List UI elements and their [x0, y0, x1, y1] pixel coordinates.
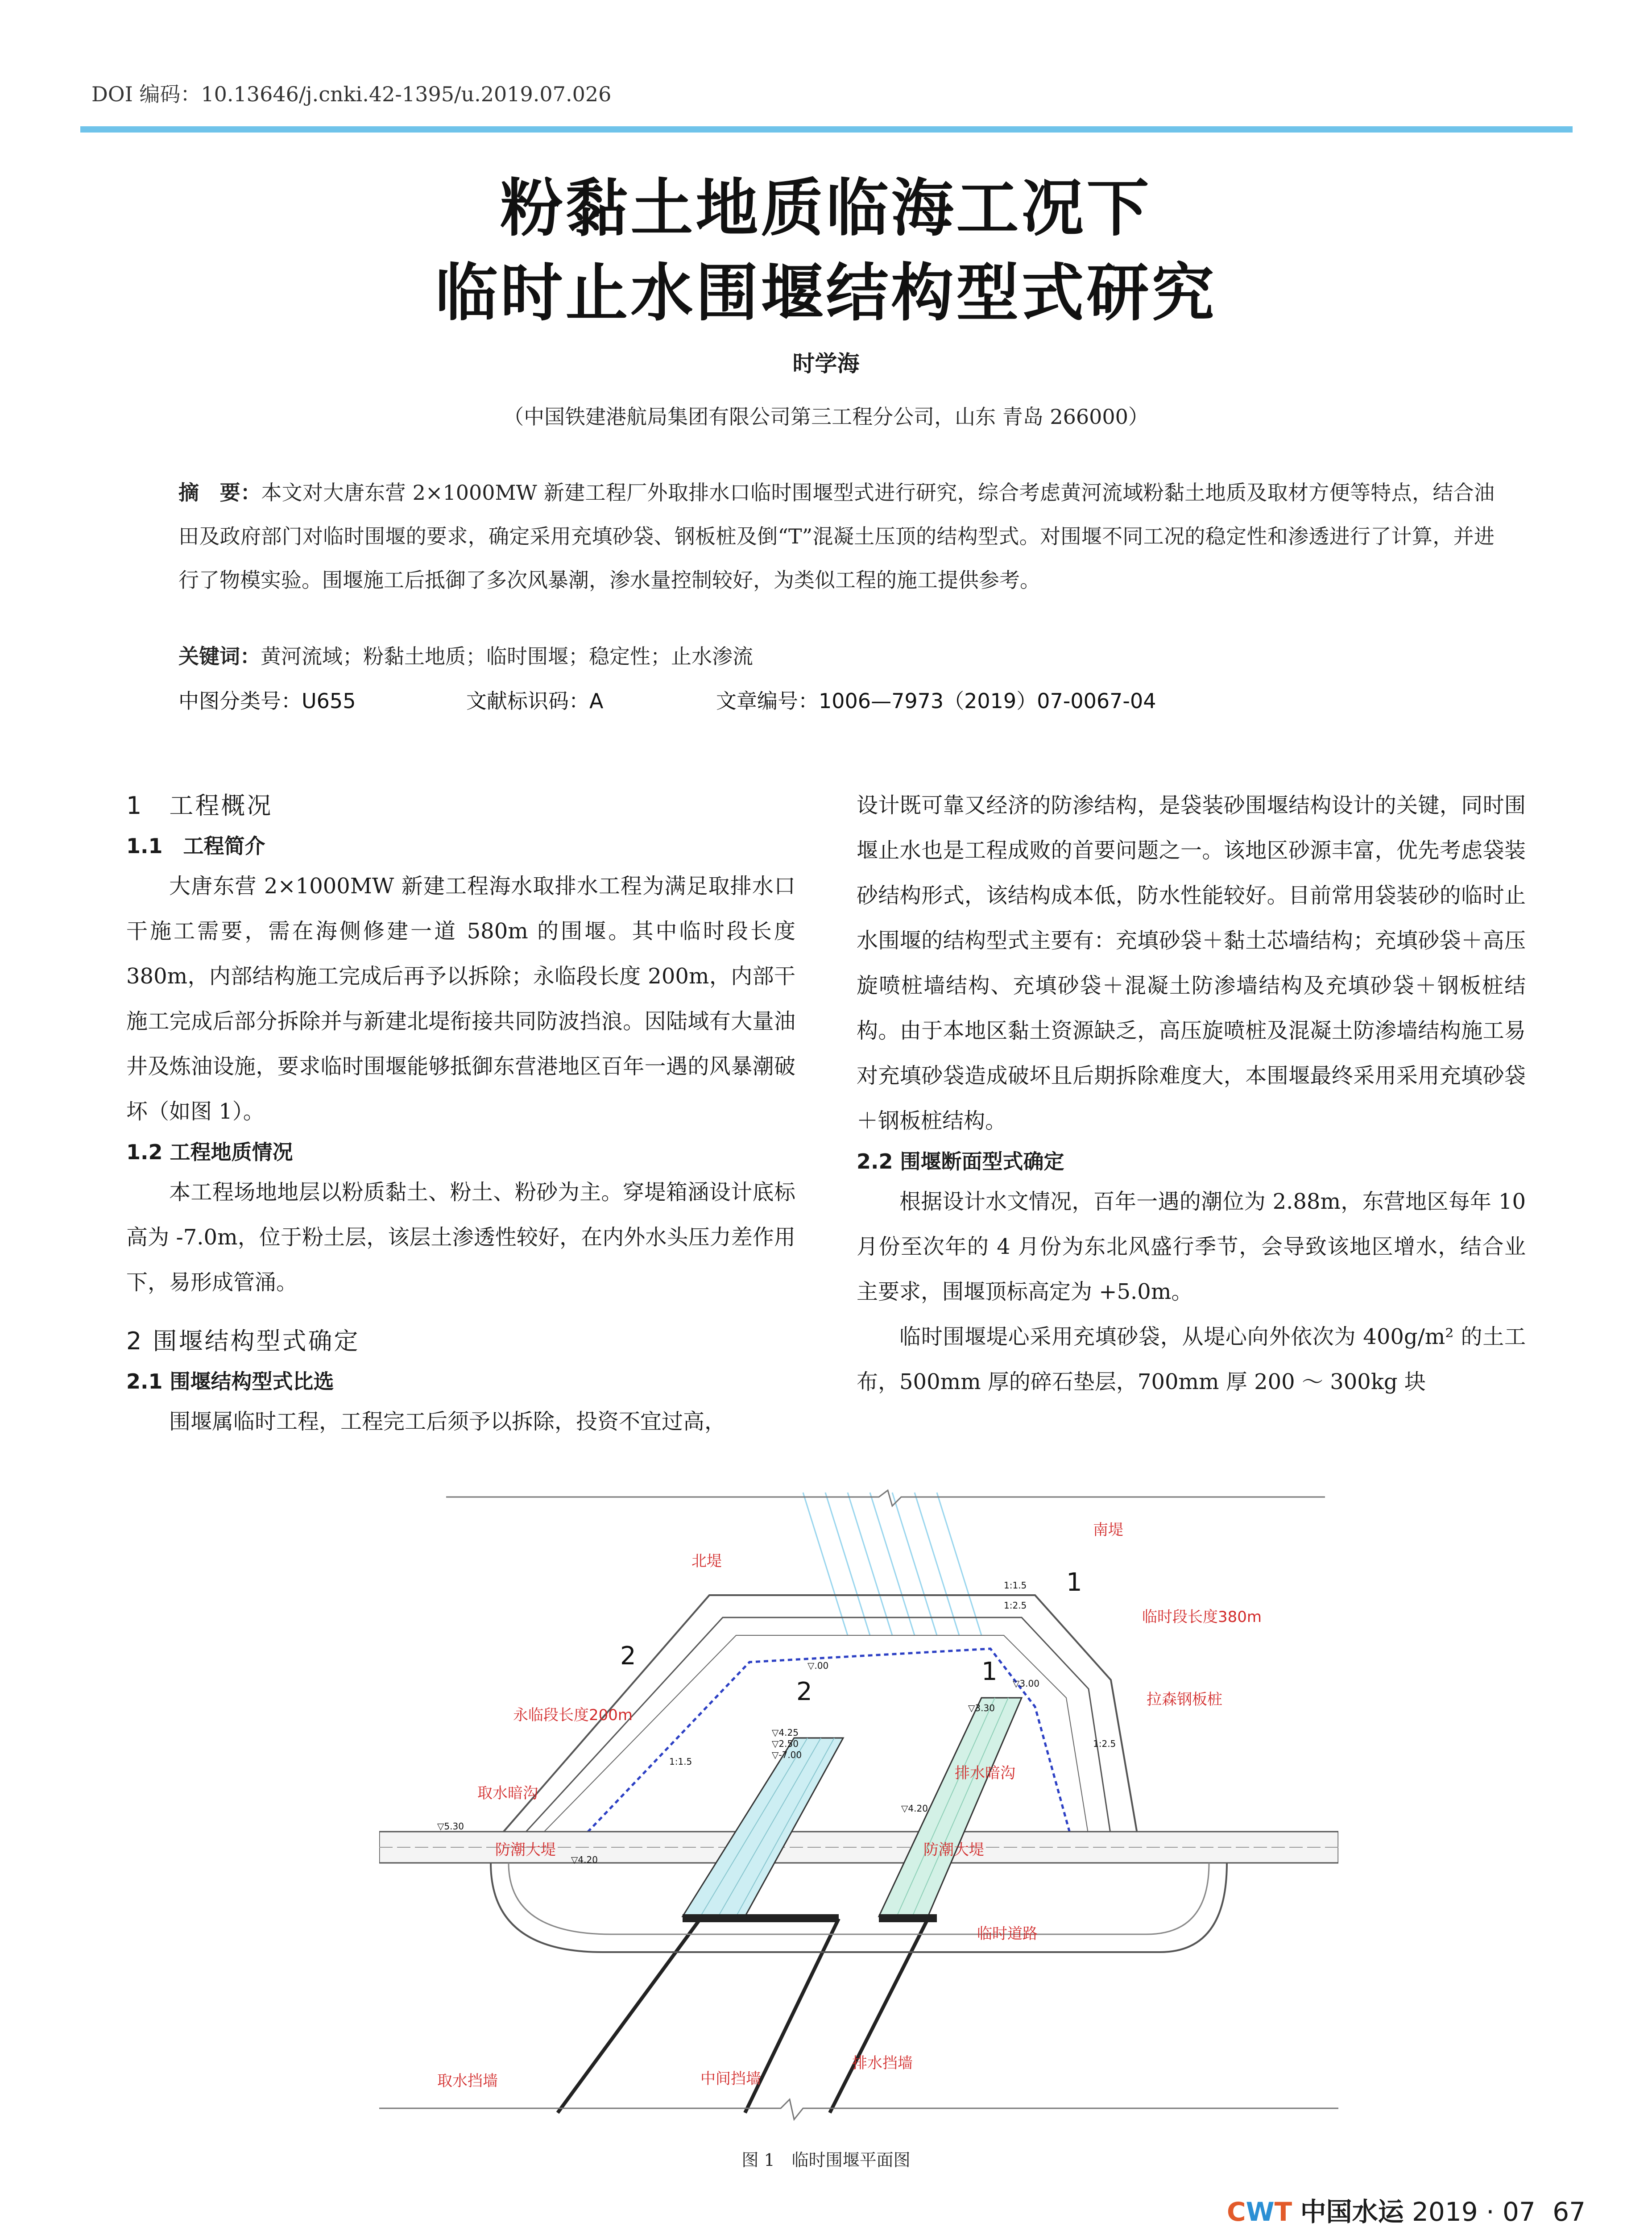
abstract-label: 摘 要：: [178, 481, 261, 505]
section-heading-1: 1 工程概况: [126, 792, 273, 820]
figure-1-plan: [379, 1488, 1338, 2135]
abstract-text: 本文对大唐东营 2×1000MW 新建工程厂外取排水口临时围堰型式进行研究，综合考虑黄河流域粉黏土地质及取材方便等特点，结合油田及政府部门对临时围堰的要求，确定采用充填砂袋、钢板桩及倒“T”混凝土压顶的结构型式。对围堰不同工况的稳定性和渗透进行了计算，并进行了物模实验。围堰施工后抵御了多次风暴潮，渗水量控制较好，为类似工程的施工提供参考。: [178, 481, 1495, 592]
section-mark-2-top: 2: [620, 1642, 636, 1671]
header-rule: [80, 126, 1573, 133]
paragraph-2-2-a: 根据设计水文情况，百年一遇的潮位为 2.88m，东营地区每年 10 月份至次年的 4 月份为东北风盛行季节，会导致该地区增水，结合业主要求，围堰顶标高定为 +5.0m。: [857, 1189, 1526, 1304]
keywords-text: 黄河流域；粉黏土地质；临时围堰；稳定性；止水渗流: [261, 644, 753, 668]
elevation-5: ▽2.50: [772, 1738, 799, 1749]
title-line-2: 临时止水围堰结构型式研究: [435, 257, 1217, 330]
clc-number: 中图分类号：U655: [178, 689, 356, 713]
elevation-7: ▽4.20: [901, 1803, 928, 1814]
slope-3: 1:1.5: [669, 1756, 692, 1767]
temporary-road-edge: [509, 1863, 1209, 1934]
slope-2: 1:2.5: [1004, 1600, 1027, 1611]
elevation-2: ▽3.00: [1013, 1678, 1039, 1689]
logo-w: W: [1246, 2197, 1275, 2227]
journal-name: 中国水运: [1300, 2197, 1404, 2227]
label-permanent-length: 永临段长度200m: [513, 1706, 633, 1724]
elevation-6: ▽-7.00: [772, 1750, 802, 1760]
section-heading-1-1: 1.1 工程简介: [126, 834, 265, 858]
affiliation: （中国铁建港航局集团有限公司第三工程分公司，山东 青岛 266000）: [503, 405, 1149, 429]
section-heading-2-2: 2.2 围堰断面型式确定: [857, 1149, 1064, 1174]
discharge-headwall: [879, 1914, 937, 1922]
logo-c: C: [1227, 2197, 1246, 2227]
label-discharge-culvert: 排水暗沟: [955, 1764, 1015, 1782]
elevation-9: ▽4.20: [571, 1854, 598, 1865]
section-heading-2: 2 围堰结构型式确定: [126, 1327, 360, 1355]
keywords: [178, 640, 753, 670]
author: 时学海: [792, 351, 860, 377]
label-seawall-left: 防潮大堤: [495, 1841, 556, 1859]
top-boundary: [446, 1490, 1325, 1506]
plan-drawing: [379, 1488, 1338, 2135]
discharge-culvert-shape: [879, 1698, 1022, 1916]
elevation-1: ▽.00: [807, 1660, 829, 1671]
label-seawall-right: 防潮大堤: [923, 1841, 984, 1859]
paragraph-1-1: 大唐东营 2×1000MW 新建工程海水取排水工程为满足取排水口干施工需要，需在海侧修建一道 580m 的围堰。其中临时段长度 380m，内部结构施工完成后再予以拆除；永临段长度 200m，内部干施工完成后部分拆除并与新建北堤衔接共同防波挡浪。因陆域有大量油井及炼油设施，要求临时围堰能够抵御东营港地区百年一遇的风暴潮破坏（如图 1）。: [126, 874, 795, 1124]
elevation-4: ▽4.25: [772, 1727, 799, 1738]
logo-t: T: [1274, 2197, 1292, 2227]
elevation-8: ▽5.30: [437, 1821, 464, 1832]
keywords-label: 关键词：: [178, 644, 261, 668]
label-temporary-road: 临时道路: [977, 1925, 1038, 1943]
article-number: 文章编号：1006—7973（2019）07-0067-04: [716, 689, 1156, 713]
elevation-3: ▽3.30: [968, 1703, 995, 1713]
figure-caption: 图 1 临时围堰平面图: [741, 2150, 911, 2170]
paragraph-2-1-continued: 设计既可靠又经济的防渗结构，是袋装砂围堰结构设计的关键，同时围堰止水也是工程成败的首要问题之一。该地区砂源丰富，优先考虑袋装砂结构形式，该结构成本低，防水性能较好。目前常用袋装砂的临时止水围堰的结构型式主要有：充填砂袋＋黏土芯墙结构；充填砂袋＋高压旋喷桩墙结构、充填砂袋＋混凝土防渗墙结构及充填砂袋＋钢板桩结构。由于本地区黏土资源缺乏，高压旋喷桩及混凝土防渗墙结构施工易对充填砂袋造成破坏且后期拆除难度大，本围堰最终采用采用充填砂袋＋钢板桩结构。: [857, 793, 1526, 1133]
right-column: [857, 783, 1526, 1405]
sea-hatching: [803, 1493, 981, 1635]
label-discharge-wall: 排水挡墙: [852, 2054, 913, 2072]
section-mark-1-top: 1: [1066, 1568, 1082, 1597]
label-middle-wall: 中间挡墙: [700, 2070, 761, 2088]
label-temporary-length: 临时段长度380m: [1142, 1608, 1262, 1626]
section-heading-2-1: 2.1 围堰结构型式比选: [126, 1369, 334, 1393]
label-south-dike: 南堤: [1093, 1521, 1123, 1539]
paragraph-1-2: 本工程场地地层以粉质黏土、粉土、粉砂为主。穿堤箱涵设计底标高为 -7.0m，位于粉土层，该层土渗透性较好，在内外水头压力差作用下，易形成管涌。: [126, 1180, 795, 1295]
cofferdam-inner: [522, 1617, 1111, 1836]
section-mark-1-mid: 1: [981, 1657, 998, 1686]
abstract: [178, 471, 1495, 602]
document-code: 文献标识码：A: [466, 689, 604, 713]
label-intake-culvert: 取水暗沟: [477, 1784, 538, 1802]
left-column: [126, 783, 795, 1444]
label-north-dike: 北堤: [691, 1552, 722, 1570]
page-number: 67: [1553, 2197, 1586, 2227]
classification-line: [178, 685, 1156, 714]
slope-1: 1:1.5: [1004, 1580, 1027, 1591]
intake-headwall: [683, 1914, 839, 1922]
discharge-wall-line: [830, 1919, 928, 2113]
label-larssen-pile: 拉森钢板桩: [1147, 1691, 1222, 1708]
title-line-1: 粉黏土地质临海工况下: [500, 172, 1152, 245]
intake-wall-line: [558, 1919, 700, 2113]
slope-4: 1:2.5: [1093, 1738, 1116, 1749]
journal-logo: [1227, 2197, 1292, 2227]
paragraph-2-1: 围堰属临时工程，工程完工后须予以拆除，投资不宜过高，: [169, 1409, 726, 1434]
paragraph-2-2-b: 临时围堰堤心采用充填砂袋，从堤心向外依次为 400g/m² 的土工布，500mm 厚的碎石垫层，700mm 厚 200 ～ 300kg 块: [857, 1324, 1526, 1394]
bottom-boundary: [379, 2099, 1338, 2119]
page-footer: [1227, 2191, 1586, 2228]
temporary-road: [491, 1863, 1227, 1952]
section-mark-2-mid: 2: [796, 1677, 812, 1706]
issue-number: 2019 · 07: [1412, 2197, 1536, 2227]
section-heading-1-2: 1.2 工程地质情况: [126, 1140, 293, 1164]
label-intake-wall: 取水挡墙: [437, 2072, 498, 2090]
doi-line: DOI 编码：10.13646/j.cnki.42-1395/u.2019.07.026: [91, 82, 612, 106]
